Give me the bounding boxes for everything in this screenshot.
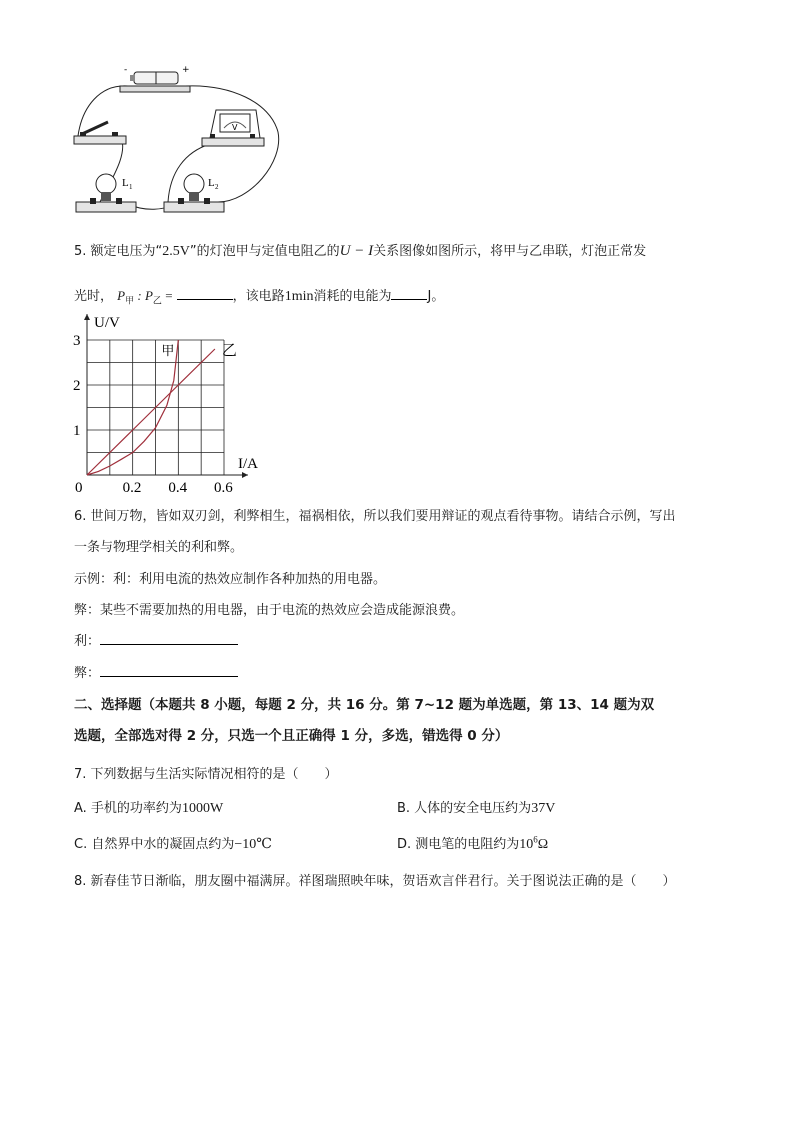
y-axis-label: U/V (94, 315, 120, 331)
q6-example1: 示例：利：利用电流的热效应制作各种加热的用电器。 (74, 572, 387, 587)
q6-line2: 一条与物理学相关的利和弊。 (74, 540, 244, 555)
battery (120, 65, 190, 92)
q6-example2: 弊：某些不需要加热的用电器，由于电流的热效应会造成能源浪费。 (74, 603, 465, 618)
answer-blank-energy[interactable] (391, 287, 427, 300)
section-heading: 二、选择题（本题共 8 小题，每题 2 分，共 16 分。第 7~12 题为单选题，第 13、14 题为双 (74, 697, 655, 713)
y-tick-label: 2 (73, 378, 81, 394)
q7-stem: 7. 下列数据与生活实际情况相符的是（ ） (74, 767, 338, 782)
section-heading-cont: 选题，全部选对得 2 分，只选一个且正确得 1 分，多选，错选得 0 分） (74, 728, 509, 744)
svg-text:1: 1 (129, 183, 133, 191)
series-line-yi (87, 349, 215, 475)
answer-blank-ratio[interactable] (177, 287, 233, 300)
switch (74, 122, 126, 144)
origin-label: 0 (75, 480, 83, 496)
u-i-chart (68, 310, 268, 496)
series-label-jia: 甲 (161, 344, 175, 359)
y-tick-label: 1 (73, 423, 81, 439)
svg-text:2: 2 (215, 183, 219, 191)
svg-text:V: V (232, 123, 238, 132)
svg-text:+: + (182, 65, 190, 75)
question-number: 6. (74, 509, 87, 524)
series-label-yi: 乙 (221, 341, 237, 359)
svg-text:-: - (124, 65, 128, 75)
answer-blank-li[interactable] (100, 632, 238, 645)
q7-option-b[interactable]: B. 人体的安全电压约为37V (397, 801, 556, 816)
wire (78, 86, 128, 136)
x-tick-label: 0.2 (122, 480, 142, 496)
circuit-diagram (70, 62, 290, 222)
svg-text:L: L (208, 177, 215, 189)
q7-option-c[interactable]: C. 自然界中水的凝固点约为−10℃ (74, 837, 272, 852)
q6-line1: 6. 世间万物，皆如双刃剑，利弊相生，福祸相依，所以我们要用辩证的观点看待事物。请结合示例，写出 (74, 509, 676, 524)
x-tick-label: 0.6 (214, 480, 233, 496)
q6-li-row: 利： (74, 630, 238, 649)
lamp-l1 (76, 174, 136, 212)
power-ratio: $P_甲$ : $P_乙$ = (117, 288, 173, 306)
x-axis-arrow (242, 472, 248, 478)
voltmeter (202, 110, 264, 146)
svg-text:L: L (122, 177, 129, 189)
q5-line1: 5. 额定电压为“2.5V”的灯泡甲与定值电阻乙的U − I关系图像如图所示，将甲与乙串联，灯泡正常发 (74, 243, 647, 259)
x-axis-label: I/A (238, 456, 258, 472)
q7-option-a[interactable]: A. 手机的功率约为1000W (74, 801, 224, 816)
q6-bi-row: 弊： (74, 662, 238, 681)
q7-option-d[interactable]: D. 测电笔的电阻约为$10^6\Omega$ (397, 834, 549, 852)
answer-blank-bi[interactable] (100, 664, 238, 677)
q8-stem: 8. 新春佳节日渐临，朋友圈中福满屏。祥图瑞照映年味，贺语欢言伴君行。关于图说法正确的是（ ） (74, 874, 676, 889)
q5-line2: 光时， $P_甲$ : $P_乙$ = ，该电路1min消耗的电能为 J。 (74, 288, 445, 306)
y-axis-arrow (84, 314, 90, 320)
question-number: 5. (74, 244, 87, 259)
x-tick-label: 0.4 (168, 480, 188, 496)
y-tick-label: 3 (73, 333, 81, 349)
